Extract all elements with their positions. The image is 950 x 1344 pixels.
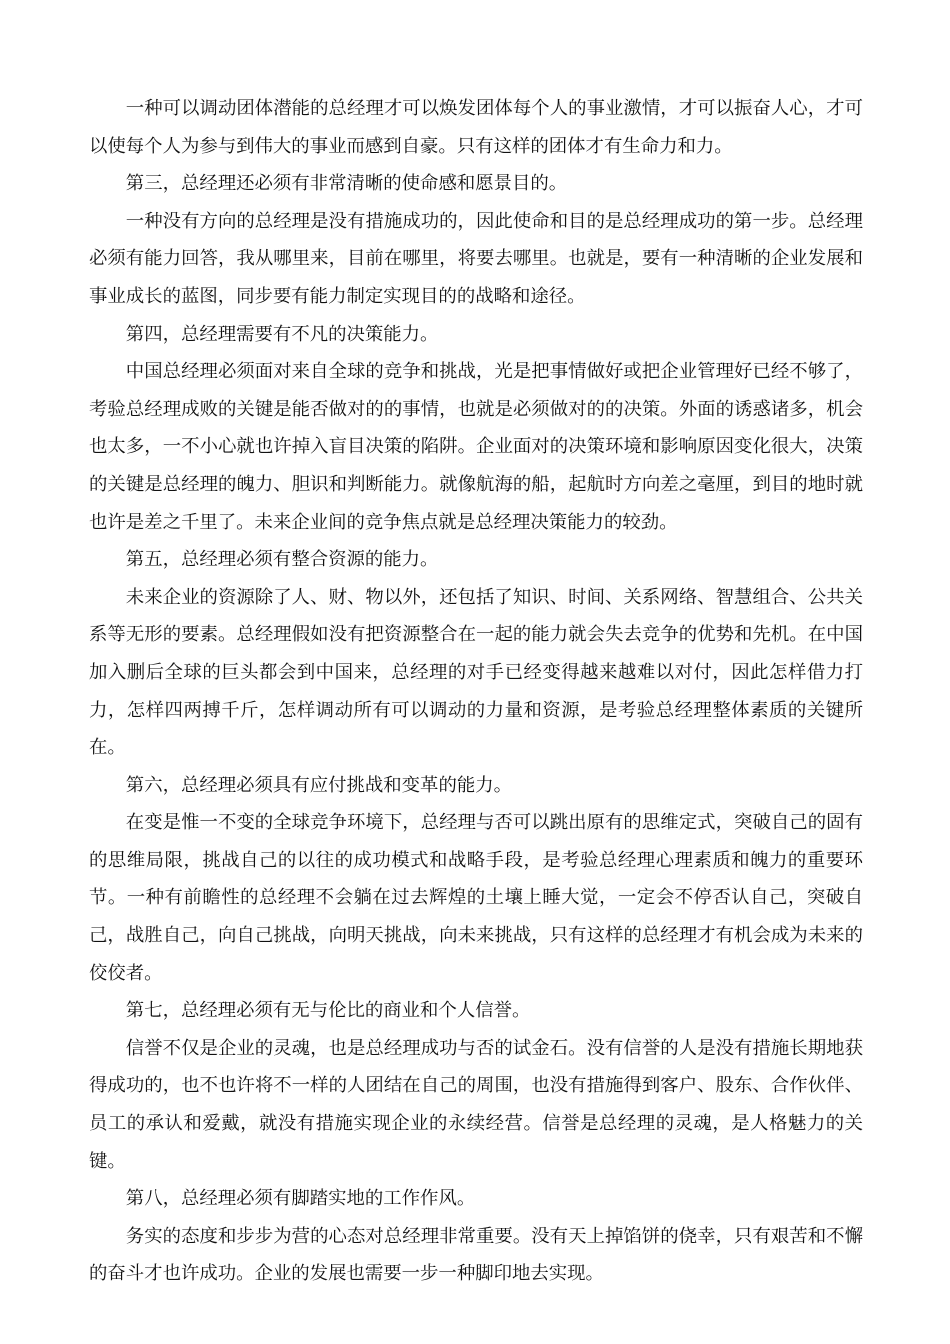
paragraph-9: 在变是惟一不变的全球竞争环境下，总经理与否可以跳出原有的思维定式，突破自己的固有的思维局限，挑战自己的以往的成功模式和战略手段，是考验总经理心理素质和魄力的重要环节。一种有前瞻性的总经理不会躺在过去辉煌的土壤上睡大觉，一定会不停否认自己，突破自己，战胜自己，向自己挑战，向明天挑战，向未来挑战，只有这样的总经理才有机会成为未来的佼佼者。 — [89, 812, 863, 984]
heading-fourth: 第四，总经理需要有不凡的决策能力。 — [125, 323, 439, 345]
paragraph-5: 中国总经理必须面对来自全球的竞争和挑战，光是把事情做好或把企业管理好已经不够了，考验总经理成败的关键是能否做对的的事情，也就是必须做对的的决策。外面的诱惑诸多，机会也太多，一不小心就也许掉入盲目决策的陷阱。企业面对的决策环境和影响原因变化很大，决策的关键是总经理的魄力、胆识和判断能力。就像航海的船，起航时方向差之毫厘，到目的地时就也许是差之千里了。未来企业间的竞争焦点就是总经理决策能力的较劲。 — [89, 361, 863, 533]
heading-third: 第三，总经理还必须有非常清晰的使命感和愿景目的。 — [125, 173, 568, 195]
paragraph-13: 务实的态度和步步为营的心态对总经理非常重要。没有天上掉馅饼的侥幸，只有艰苦和不懈的奋斗才也许成功。企业的发展也需要一步一种脚印地去实现。 — [89, 1225, 863, 1285]
document-body — [89, 90, 863, 1293]
paragraph-11: 信誉不仅是企业的灵魂，也是总经理成功与否的试金石。没有信誉的人是没有措施长期地获得成功的，也不也许将不一样的人团结在自己的周围，也没有措施得到客户、股东、合作伙伴、员工的承认和爱戴，就没有措施实现企业的永续经营。信誉是总经理的灵魂，是人格魅力的关键。 — [89, 1037, 863, 1172]
heading-eighth: 第八，总经理必须有脚踏实地的工作作风。 — [125, 1188, 476, 1210]
paragraph-3: 一种没有方向的总经理是没有措施成功的，因此使命和目的是总经理成功的第一步。总经理必须有能力回答，我从哪里来，目前在哪里，将要去哪里。也就是，要有一种清晰的企业发展和事业成长的蓝图，同步要有能力制定实现目的的战略和途径。 — [89, 210, 863, 307]
heading-seventh: 第七，总经理必须有无与伦比的商业和个人信誉。 — [125, 1000, 531, 1022]
paragraph-1: 一种可以调动团体潜能的总经理才可以焕发团体每个人的事业激情，才可以振奋人心，才可以使每个人为参与到伟大的事业而感到自豪。只有这样的团体才有生命力和力。 — [89, 98, 863, 157]
paragraph-7: 未来企业的资源除了人、财、物以外，还包括了知识、时间、关系网络、智慧组合、公共关系等无形的要素。总经理假如没有把资源整合在一起的能力就会失去竞争的优势和先机。在中国加入删后全球的巨头都会到中国来，总经理的对手已经变得越来越难以对付，因此怎样借力打力，怎样四两搏千斤，怎样调动所有可以调动的力量和资源，是考验总经理整体素质的关键所在。 — [89, 586, 863, 759]
heading-sixth: 第六，总经理必须具有应付挑战和变革的能力。 — [125, 774, 513, 796]
heading-fifth: 第五，总经理必须有整合资源的能力。 — [125, 549, 439, 571]
